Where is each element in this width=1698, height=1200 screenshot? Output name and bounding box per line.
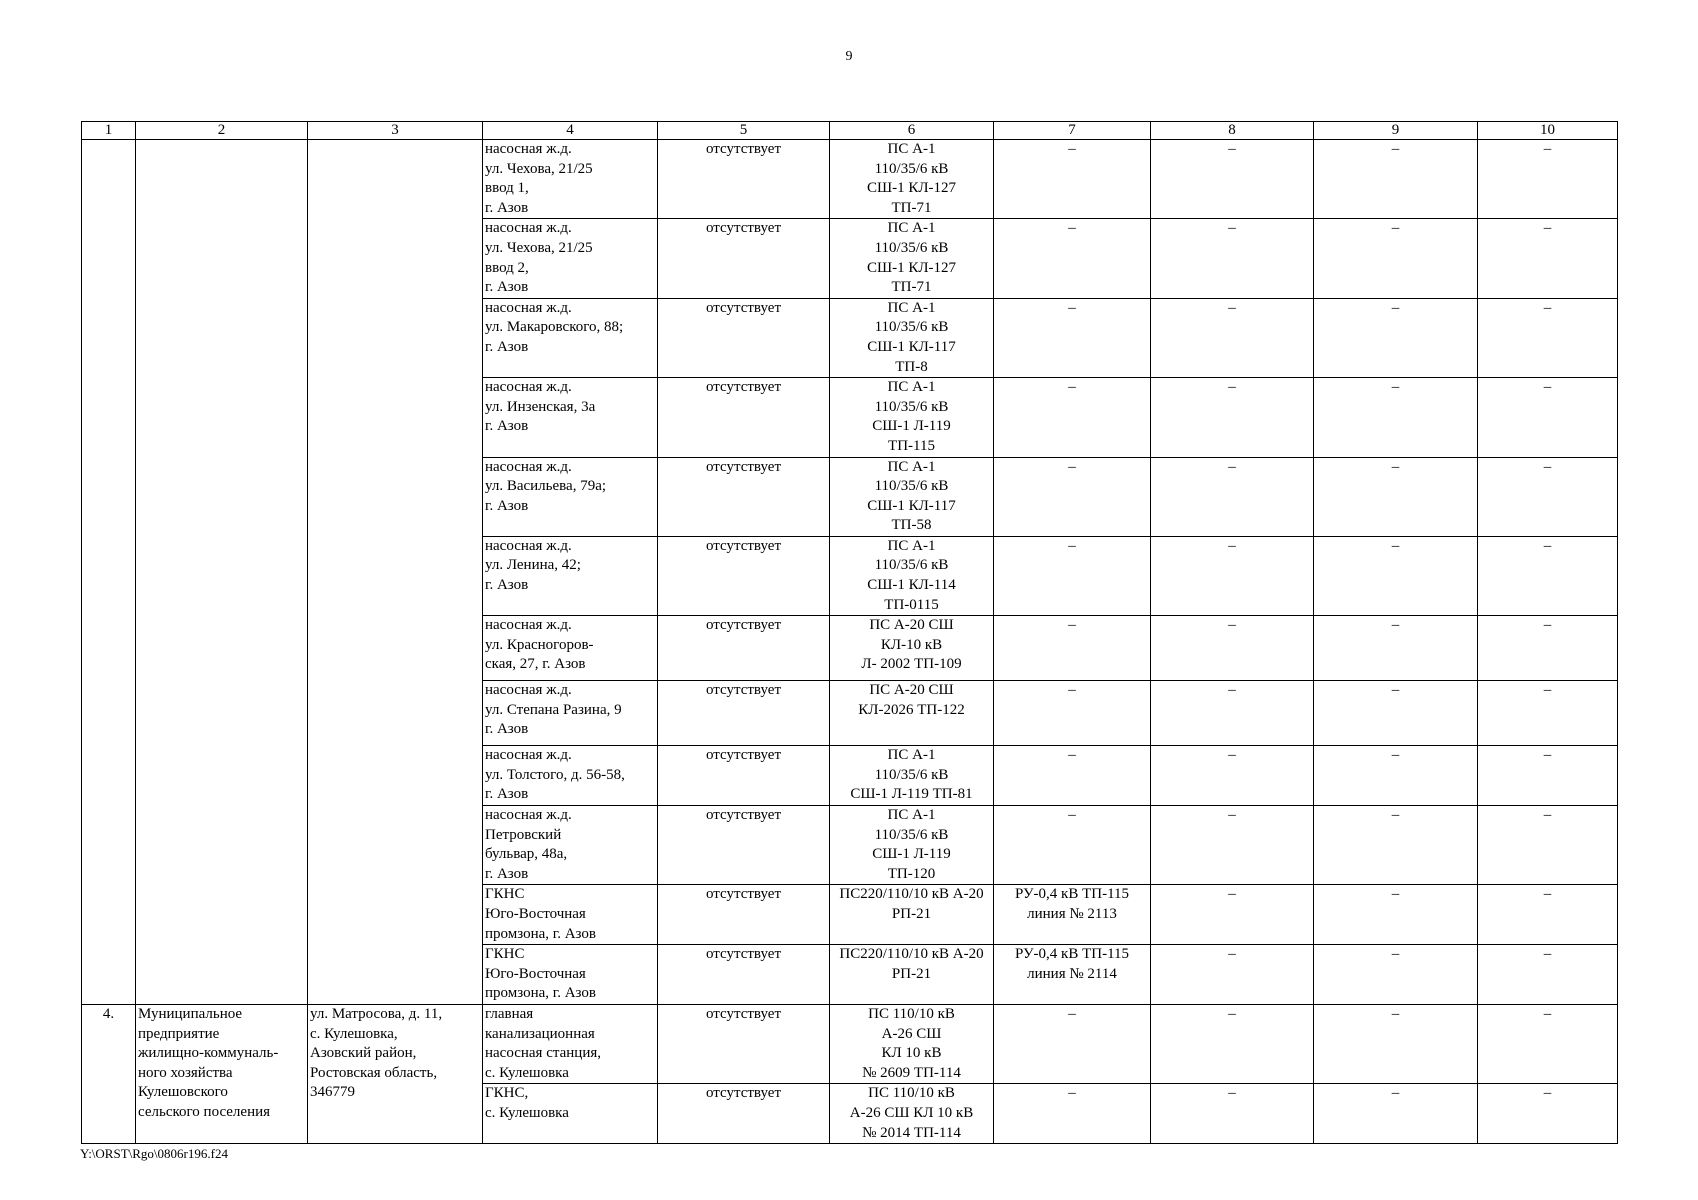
object-name-line: ул. Макаровского, 88; [485, 319, 624, 336]
data-table [81, 121, 1618, 1144]
power-source-line: ТП-0115 [884, 596, 939, 613]
object-name [483, 536, 658, 615]
col8-value-cell [1151, 536, 1314, 615]
col9-value-cell-value: – [1391, 807, 1400, 824]
power-source-line: ПС А-20 СШ [869, 682, 954, 699]
connection-point-line: – [1068, 141, 1076, 157]
object-name [483, 298, 658, 377]
col8-value-cell-value: – [1228, 1085, 1236, 1102]
col9-value-cell-value: – [1391, 537, 1400, 554]
entity-number-value: 4. [102, 1005, 115, 1022]
backup-source-value: отсутствует [705, 379, 782, 396]
col8-value-cell-value: – [1228, 299, 1236, 316]
col10-value-cell-value: – [1543, 299, 1552, 316]
backup-source-value: отсутствует [705, 617, 782, 634]
object-name-line: насосная ж.д. [485, 220, 572, 237]
col9-value-cell [1314, 378, 1478, 457]
power-source-line: СШ-1 КЛ-114 [867, 577, 956, 594]
power-source [830, 140, 994, 219]
col10-value-cell [1478, 806, 1618, 885]
backup-source-value: отсутствует [705, 537, 782, 554]
backup-source [658, 536, 830, 615]
backup-source-value: отсутствует [705, 220, 782, 237]
object-name-line: ГКНС, [485, 1085, 529, 1102]
col10-value-cell-value: – [1543, 807, 1552, 824]
entity-name-line: Муниципальное [138, 1005, 243, 1022]
power-source-line: ПС А-1 [887, 458, 936, 475]
object-name-line: с. Кулешовка [485, 1104, 569, 1121]
power-source [830, 681, 994, 746]
entity-address-line: 346779 [310, 1084, 355, 1101]
backup-source [658, 140, 830, 219]
power-source-line: ПС220/110/10 кВ А-20 [839, 946, 984, 963]
connection-point [994, 681, 1151, 746]
power-source-line: ПС А-1 [887, 141, 936, 157]
power-source-line: ПС А-1 [887, 220, 936, 237]
connection-point [994, 806, 1151, 885]
footer-file-path: Y:\ORST\Rgo\0806r196.f24 [80, 1146, 228, 1161]
col8-value-cell [1151, 681, 1314, 746]
connection-point-line: РУ-0,4 кВ ТП-115 [1014, 946, 1130, 963]
power-source [830, 1004, 994, 1083]
power-source-line: ПС А-20 СШ [869, 617, 954, 634]
col9-value-cell [1314, 616, 1478, 681]
connection-point-line: – [1068, 617, 1076, 634]
power-source-line: ПС А-1 [887, 807, 936, 824]
backup-source [658, 378, 830, 457]
entity-name-line: жилищно-коммуналь- [138, 1045, 279, 1062]
entity-address [308, 1004, 483, 1143]
col9-value-cell [1314, 945, 1478, 1005]
col9-value-cell [1314, 536, 1478, 615]
col8-value-cell [1151, 885, 1314, 945]
power-source-line: № 2609 ТП-114 [862, 1064, 961, 1081]
object-name-line: насосная ж.д. [485, 682, 572, 699]
power-source-line: СШ-1 Л-119 ТП-81 [850, 786, 973, 803]
entity-number [82, 1004, 136, 1143]
backup-source [658, 457, 830, 536]
connection-point [994, 1004, 1151, 1083]
power-source-line: ТП-115 [888, 437, 935, 454]
object-name-line: ул. Степана Разина, 9 [485, 701, 622, 718]
col10-value-cell [1478, 1084, 1618, 1144]
connection-point-line: линия № 2113 [1027, 906, 1117, 922]
col8-value-cell-value: – [1228, 458, 1236, 475]
col8-value-cell [1151, 219, 1314, 298]
object-name-line: ская, 27, г. Азов [485, 656, 586, 673]
connection-point-line: линия № 2114 [1027, 965, 1117, 982]
object-name [483, 457, 658, 536]
object-name-line: г. Азов [485, 279, 529, 296]
power-source [830, 378, 994, 457]
col10-value-cell-value: – [1543, 537, 1552, 554]
backup-source-value: отсутствует [705, 1085, 782, 1102]
power-source-line: ПС А-1 [887, 747, 936, 764]
col-header: 1 [82, 122, 136, 140]
col10-value-cell-value: – [1543, 886, 1552, 903]
object-name [483, 1084, 658, 1144]
col8-value-cell-value: – [1228, 537, 1236, 554]
cell-col3 [308, 140, 483, 1005]
power-source-line: № 2014 ТП-114 [862, 1124, 961, 1141]
object-name-line: насосная ж.д. [485, 747, 572, 764]
col-header: 8 [1151, 122, 1314, 140]
col10-value-cell [1478, 616, 1618, 681]
col8-value-cell-value: – [1228, 220, 1236, 237]
cell-col2 [136, 140, 308, 1005]
backup-source-value: отсутствует [705, 141, 782, 157]
power-source-line: ТП-8 [895, 358, 928, 375]
object-name-line: ГКНС [485, 886, 525, 903]
col8-value-cell-value: – [1228, 946, 1236, 963]
backup-source-value: отсутствует [705, 886, 782, 903]
col-header: 6 [830, 122, 994, 140]
power-source [830, 806, 994, 885]
col9-value-cell [1314, 746, 1478, 806]
col8-value-cell-value: – [1228, 1005, 1236, 1022]
col9-value-cell [1314, 681, 1478, 746]
col9-value-cell [1314, 457, 1478, 536]
col9-value-cell-value: – [1391, 458, 1400, 475]
connection-point-line: – [1068, 807, 1076, 824]
object-name-line: г. Азов [485, 865, 529, 882]
backup-source [658, 298, 830, 377]
col9-value-cell [1314, 1084, 1478, 1144]
object-name [483, 616, 658, 681]
connection-point-line: – [1068, 458, 1076, 475]
backup-source-value: отсутствует [705, 458, 782, 475]
object-name [483, 378, 658, 457]
power-source [830, 298, 994, 377]
power-source-line: ПС 110/10 кВ [868, 1005, 955, 1022]
object-name [483, 806, 658, 885]
backup-source-value: отсутствует [705, 1005, 782, 1022]
col9-value-cell-value: – [1391, 617, 1400, 634]
object-name [483, 885, 658, 945]
object-name-line: ул. Чехова, 21/25 [485, 160, 593, 177]
object-name-line: г. Азов [485, 577, 529, 594]
col8-value-cell [1151, 140, 1314, 219]
backup-source-value: отсутствует [705, 682, 782, 699]
object-name-line: Петровский [485, 826, 562, 843]
object-name-line: насосная ж.д. [485, 537, 572, 554]
power-source-line: 110/35/6 кВ [874, 319, 949, 336]
col10-value-cell-value: – [1543, 220, 1552, 237]
col9-value-cell [1314, 1004, 1478, 1083]
col9-value-cell [1314, 885, 1478, 945]
col8-value-cell [1151, 457, 1314, 536]
power-source-line: ПС 110/10 кВ [868, 1085, 955, 1102]
power-source [830, 945, 994, 1005]
col10-value-cell-value: – [1543, 617, 1552, 634]
connection-point [994, 378, 1151, 457]
object-name-line: с. Кулешовка [485, 1064, 569, 1081]
col8-value-cell-value: – [1228, 379, 1236, 396]
object-name [483, 219, 658, 298]
power-source-line: ТП-58 [891, 517, 932, 534]
power-source-line: А-26 СШ КЛ 10 кВ [849, 1104, 974, 1121]
power-source-line: 110/35/6 кВ [874, 766, 949, 783]
connection-point [994, 945, 1151, 1005]
object-name [483, 681, 658, 746]
object-name-line: г. Азов [485, 721, 529, 738]
power-source-line: ПС А-1 [887, 299, 936, 316]
power-source [830, 457, 994, 536]
col9-value-cell-value: – [1391, 1085, 1400, 1102]
power-source-line: СШ-1 КЛ-127 [866, 180, 957, 197]
entity-address-line: ул. Матросова, д. 11, [310, 1005, 443, 1022]
connection-point-line: – [1068, 220, 1076, 237]
object-name-line: Юго-Восточная [485, 906, 586, 922]
connection-point-line: – [1068, 537, 1076, 554]
entity-name [136, 1004, 308, 1143]
col-header: 5 [658, 122, 830, 140]
col-header: 3 [308, 122, 483, 140]
connection-point [994, 298, 1151, 377]
power-source-line: КЛ-2026 ТП-122 [858, 701, 965, 718]
power-source-line: 110/35/6 кВ [874, 826, 949, 843]
object-name-line: насосная ж.д. [485, 299, 572, 316]
object-name-line: г. Азов [485, 786, 529, 803]
col-header: 10 [1478, 122, 1618, 140]
connection-point-line: – [1068, 682, 1076, 699]
col10-value-cell [1478, 457, 1618, 536]
entity-address-line: с. Кулешовка, [310, 1025, 398, 1042]
col8-value-cell [1151, 945, 1314, 1005]
col-header: 9 [1314, 122, 1478, 140]
object-name-line: ул. Красногоров- [485, 636, 594, 653]
col8-value-cell-value: – [1228, 617, 1236, 634]
backup-source [658, 746, 830, 806]
connection-point [994, 1084, 1151, 1144]
entity-name-line: ного хозяйства [138, 1064, 233, 1081]
col10-value-cell [1478, 945, 1618, 1005]
col8-value-cell-value: – [1228, 807, 1236, 824]
power-source [830, 536, 994, 615]
col9-value-cell-value: – [1391, 141, 1400, 157]
col9-value-cell-value: – [1391, 946, 1400, 963]
col8-value-cell-value: – [1228, 141, 1236, 157]
power-source-line: СШ-1 Л-119 [872, 418, 951, 435]
col10-value-cell-value: – [1543, 141, 1552, 157]
header-row [82, 122, 1618, 140]
object-name [483, 746, 658, 806]
object-name [483, 140, 658, 219]
backup-source [658, 945, 830, 1005]
object-name-line: насосная ж.д. [485, 379, 572, 396]
col-header: 2 [136, 122, 308, 140]
connection-point-line: РУ-0,4 кВ ТП-115 [1014, 886, 1130, 903]
col10-value-cell [1478, 378, 1618, 457]
power-source-line: 110/35/6 кВ [874, 557, 949, 574]
object-name-line: г. Азов [485, 497, 529, 514]
connection-point [994, 140, 1151, 219]
col9-value-cell-value: – [1391, 1005, 1400, 1022]
power-source-line: Л- 2002 ТП-109 [861, 656, 962, 673]
power-source-line: СШ-1 КЛ-117 [867, 338, 956, 355]
col10-value-cell [1478, 298, 1618, 377]
col9-value-cell-value: – [1391, 299, 1400, 316]
col-header: 4 [483, 122, 658, 140]
object-name-line: насосная ж.д. [485, 617, 572, 634]
table-body [82, 140, 1618, 1144]
power-source-line: 110/35/6 кВ [874, 478, 949, 495]
col9-value-cell-value: – [1391, 220, 1400, 237]
col10-value-cell [1478, 681, 1618, 746]
object-name-line: ул. Чехова, 21/25 [485, 239, 593, 256]
power-source-line: 110/35/6 кВ [874, 239, 949, 256]
col9-value-cell [1314, 298, 1478, 377]
backup-source [658, 806, 830, 885]
object-name-line: ул. Толстого, д. 56-58, [485, 766, 625, 783]
col10-value-cell [1478, 1004, 1618, 1083]
connection-point [994, 885, 1151, 945]
power-source-line: ТП-71 [891, 279, 932, 296]
power-source-line: А-26 СШ [881, 1025, 942, 1042]
power-source-line: КЛ 10 кВ [881, 1045, 942, 1062]
col9-value-cell [1314, 219, 1478, 298]
backup-source-value: отсутствует [705, 807, 782, 824]
table-row [82, 140, 1618, 219]
backup-source-value: отсутствует [705, 299, 782, 316]
backup-source [658, 616, 830, 681]
col10-value-cell [1478, 536, 1618, 615]
col8-value-cell [1151, 616, 1314, 681]
entity-name-line: Кулешовского [138, 1084, 228, 1101]
power-source [830, 746, 994, 806]
col10-value-cell-value: – [1543, 682, 1552, 699]
col8-value-cell [1151, 806, 1314, 885]
object-name-line: насосная ж.д. [485, 141, 572, 157]
power-source-line: ТП-120 [887, 865, 936, 882]
col9-value-cell-value: – [1391, 886, 1400, 903]
col9-value-cell-value: – [1391, 747, 1400, 764]
col10-value-cell [1478, 885, 1618, 945]
cell-col1 [82, 140, 136, 1005]
col8-value-cell [1151, 746, 1314, 806]
object-name-line: ул. Инзенская, 3а [485, 398, 596, 415]
page-number: 9 [845, 49, 853, 64]
object-name-line: главная [485, 1005, 534, 1022]
connection-point-line: – [1068, 379, 1076, 396]
col-header: 7 [994, 122, 1151, 140]
backup-source [658, 885, 830, 945]
power-source-line: 110/35/6 кВ [874, 160, 949, 177]
power-source-line: РП-21 [891, 906, 932, 922]
object-name-line: Юго-Восточная [485, 965, 586, 982]
power-source [830, 219, 994, 298]
col9-value-cell [1314, 140, 1478, 219]
col10-value-cell-value: – [1543, 1085, 1552, 1102]
object-name-line: насосная ж.д. [485, 807, 572, 824]
col8-value-cell-value: – [1228, 747, 1236, 764]
connection-point [994, 616, 1151, 681]
object-name-line: промзона, г. Азов [485, 985, 596, 1002]
power-source-line: СШ-1 Л-119 [872, 846, 951, 863]
backup-source-value: отсутствует [705, 946, 782, 963]
power-source-line: ПС А-1 [887, 537, 936, 554]
backup-source [658, 1084, 830, 1144]
object-name-line: насосная станция, [485, 1045, 601, 1062]
object-name-line: ввод 2, [485, 259, 529, 276]
col10-value-cell-value: – [1543, 1005, 1552, 1022]
backup-source [658, 681, 830, 746]
entity-address-line: Азовский район, [310, 1045, 417, 1062]
connection-point-line: – [1068, 1005, 1076, 1022]
connection-point [994, 746, 1151, 806]
col8-value-cell-value: – [1228, 886, 1236, 903]
object-name-line: ГКНС [485, 946, 525, 963]
col10-value-cell-value: – [1543, 458, 1552, 475]
col10-value-cell [1478, 140, 1618, 219]
col8-value-cell [1151, 298, 1314, 377]
power-source [830, 616, 994, 681]
connection-point [994, 536, 1151, 615]
col10-value-cell-value: – [1543, 747, 1552, 764]
object-name-line: бульвар, 48а, [485, 846, 568, 863]
connection-point [994, 219, 1151, 298]
col8-value-cell [1151, 1084, 1314, 1144]
connection-point-line: – [1068, 747, 1076, 764]
col9-value-cell-value: – [1391, 682, 1400, 699]
object-name [483, 945, 658, 1005]
col9-value-cell-value: – [1391, 379, 1400, 396]
object-name-line: ул. Васильева, 79а; [485, 478, 607, 495]
power-source-line: СШ-1 КЛ-127 [866, 259, 957, 276]
table-row [82, 1004, 1618, 1083]
backup-source-value: отсутствует [705, 747, 782, 764]
power-source-line: СШ-1 КЛ-117 [867, 497, 956, 514]
power-source-line: ТП-71 [891, 199, 932, 216]
object-name-line: ввод 1, [485, 180, 529, 197]
power-source-line: ПС220/110/10 кВ А-20 [839, 886, 984, 903]
connection-point [994, 457, 1151, 536]
backup-source [658, 1004, 830, 1083]
power-source-line: ПС А-1 [887, 379, 936, 396]
object-name-line: ул. Ленина, 42; [485, 557, 581, 574]
backup-source [658, 219, 830, 298]
col10-value-cell-value: – [1543, 946, 1552, 963]
object-name [483, 1004, 658, 1083]
connection-point-line: – [1068, 299, 1076, 316]
object-name-line: г. Азов [485, 338, 529, 355]
entity-address-line: Ростовская область, [310, 1064, 438, 1081]
col9-value-cell [1314, 806, 1478, 885]
object-name-line: г. Азов [485, 199, 529, 216]
connection-point-line: – [1068, 1085, 1076, 1102]
object-name-line: промзона, г. Азов [485, 925, 596, 942]
col8-value-cell [1151, 1004, 1314, 1083]
col10-value-cell [1478, 746, 1618, 806]
col10-value-cell [1478, 219, 1618, 298]
col10-value-cell-value: – [1543, 379, 1552, 396]
power-source [830, 885, 994, 945]
object-name-line: насосная ж.д. [485, 458, 572, 475]
entity-name-line: предприятие [138, 1025, 220, 1042]
power-source-line: 110/35/6 кВ [874, 398, 949, 415]
col8-value-cell [1151, 378, 1314, 457]
entity-name-line: сельского поселения [138, 1103, 271, 1120]
col8-value-cell-value: – [1228, 682, 1236, 699]
power-source [830, 1084, 994, 1144]
power-source-line: КЛ-10 кВ [880, 636, 943, 653]
object-name-line: канализационная [485, 1025, 595, 1042]
object-name-line: г. Азов [485, 418, 529, 435]
power-source-line: РП-21 [891, 965, 932, 982]
